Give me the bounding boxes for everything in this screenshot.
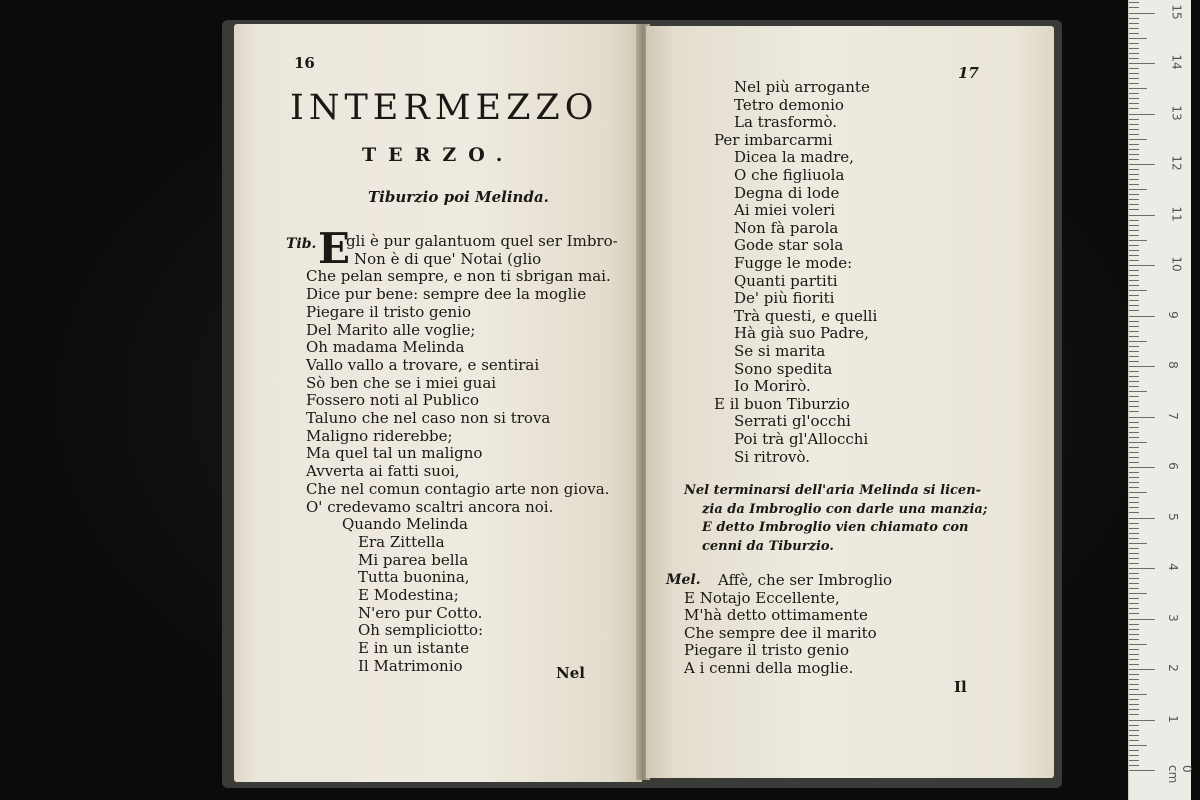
verse-line: Nel più arrogante	[734, 78, 870, 96]
verse-line: Che nel comun contagio arte non giova.	[306, 479, 610, 498]
ruler-number: 10	[1169, 256, 1184, 272]
ruler-tick	[1129, 523, 1139, 524]
verse-line: O' credevamo scaltri ancora noi.	[306, 497, 554, 516]
ruler-tick	[1129, 437, 1139, 438]
ruler-tick	[1129, 528, 1139, 529]
ruler-tick	[1129, 225, 1139, 226]
ruler-tick	[1129, 310, 1139, 311]
ruler-tick	[1129, 366, 1155, 367]
verse-line: De' più fioriti	[734, 289, 835, 308]
verse-line: Sò ben che se i miei guai	[306, 373, 497, 392]
ruler-tick	[1129, 674, 1139, 675]
ruler-tick	[1129, 730, 1139, 731]
ruler-tick	[1129, 699, 1139, 700]
verse-line: Serrati gl'occhi	[734, 412, 851, 431]
ruler-number: 6	[1165, 462, 1180, 470]
ruler-tick	[1129, 497, 1139, 498]
ruler-tick	[1129, 204, 1139, 205]
ruler-tick	[1129, 669, 1155, 670]
ruler-tick	[1129, 164, 1155, 165]
verse-line: N'ero pur Cotto.	[358, 603, 483, 622]
ruler-tick	[1129, 174, 1139, 175]
ruler-tick	[1129, 558, 1139, 559]
ruler-number: 9	[1165, 310, 1180, 319]
ruler-tick	[1129, 427, 1139, 428]
verse-line: E Modestina;	[358, 586, 459, 604]
ruler-tick	[1129, 654, 1139, 655]
ruler-tick	[1129, 417, 1155, 418]
ruler-tick	[1129, 684, 1139, 685]
ruler-number: 4	[1165, 563, 1180, 571]
ruler-tick	[1129, 406, 1139, 407]
ruler-tick	[1129, 48, 1139, 49]
page-number-right: 17	[958, 64, 979, 82]
ruler-number: 15	[1169, 3, 1184, 20]
verse-line: Maligno riderebbe;	[306, 426, 453, 445]
verse-line: Ma quel tal un maligno	[306, 444, 483, 463]
ruler-tick	[1129, 376, 1139, 377]
ruler-tick	[1129, 245, 1139, 246]
ruler-tick	[1129, 209, 1139, 210]
page-number-left: 16	[294, 54, 315, 72]
ruler-tick	[1129, 391, 1147, 392]
measurement-ruler	[1128, 0, 1194, 800]
ruler-tick	[1129, 411, 1139, 412]
ruler-tick	[1129, 634, 1139, 635]
ruler-tick	[1129, 760, 1139, 761]
ruler-tick	[1129, 714, 1139, 715]
verse-line: Il Matrimonio	[358, 656, 463, 675]
verse-line: Gode star sola	[734, 236, 844, 255]
ruler-number: 2	[1165, 664, 1180, 672]
ruler-tick	[1129, 23, 1139, 24]
verse-line: La trasformò.	[734, 113, 838, 132]
verse-line: Del Marito alle voglie;	[306, 320, 476, 339]
verse-line: Che pelan sempre, e non ti sbrigan mai.	[306, 267, 611, 286]
verse-line: Piegare il tristo genio	[306, 302, 471, 321]
verse-line: gli è pur galantuom quel ser Imbro-	[346, 232, 618, 250]
stage-direction-line: cenni da Tiburzio.	[702, 538, 834, 554]
ruler-tick	[1129, 63, 1155, 64]
ruler-tick	[1129, 745, 1147, 746]
ruler-tick	[1129, 477, 1139, 478]
ruler-tick	[1129, 765, 1139, 766]
verse-line: Dicea la madre,	[734, 148, 854, 167]
ruler-tick	[1129, 336, 1139, 337]
ruler-tick	[1129, 316, 1155, 317]
ruler-tick	[1129, 659, 1139, 660]
ruler-tick	[1129, 280, 1139, 281]
verse-line: Taluno che nel caso non si trova	[306, 409, 551, 427]
ruler-tick	[1129, 457, 1139, 458]
stage-direction-line: zia da Imbroglio con darle una manzia;	[702, 501, 988, 517]
ruler-tick	[1129, 588, 1139, 589]
verse-line: Piegare il tristo genio	[684, 641, 849, 660]
ruler-tick	[1129, 422, 1139, 423]
ruler-tick	[1129, 129, 1139, 130]
ruler-tick	[1129, 593, 1147, 594]
verse-line: Poi trà gl'Allocchi	[734, 430, 869, 448]
ruler-tick	[1129, 689, 1139, 690]
page-subtitle: TERZO.	[362, 144, 515, 166]
catchword-left: Nel	[556, 664, 585, 682]
ruler-number: 5	[1165, 512, 1180, 521]
ruler-tick	[1129, 230, 1139, 231]
ruler-tick	[1129, 250, 1139, 251]
ruler-tick	[1129, 33, 1139, 34]
ruler-tick	[1129, 598, 1139, 599]
ruler-tick	[1129, 78, 1139, 79]
ruler-tick	[1129, 285, 1139, 286]
verse-line: Affè, che ser Imbroglio	[718, 571, 893, 589]
ruler-number: 1	[1165, 714, 1180, 723]
ruler-number: 13	[1169, 104, 1184, 121]
verse-line: Degna di lode	[734, 183, 840, 202]
ruler-tick	[1129, 396, 1139, 397]
page-title: INTERMEZZO	[290, 88, 599, 128]
ruler-tick	[1129, 381, 1139, 382]
verse-line: Fossero noti al Publico	[306, 391, 480, 410]
stage-direction-line: Nel terminarsi dell'aria Melinda si licen-	[684, 483, 982, 498]
ruler-tick	[1129, 432, 1139, 433]
ruler-tick	[1129, 68, 1139, 69]
ruler-tick	[1129, 755, 1139, 756]
ruler-tick	[1129, 750, 1139, 751]
verse-line: E in un istante	[358, 639, 470, 658]
ruler-tick	[1129, 341, 1147, 342]
verse-line: Vallo vallo a trovare, e sentirai	[306, 355, 540, 374]
ruler-tick	[1129, 326, 1139, 327]
verse-line: Se si marita	[734, 342, 826, 360]
ruler-tick	[1129, 7, 1139, 8]
verse-line: A i cenni della moglie.	[684, 659, 854, 677]
ruler-tick	[1129, 189, 1147, 190]
ruler-tick	[1129, 578, 1139, 579]
ruler-tick	[1129, 255, 1139, 256]
ruler-tick	[1129, 507, 1139, 508]
ruler-tick	[1129, 371, 1139, 372]
ruler-tick	[1129, 88, 1147, 89]
ruler-tick	[1129, 159, 1139, 160]
speaker-label-tiburzio: Tib.	[286, 236, 317, 252]
ruler-tick	[1129, 603, 1139, 604]
ruler-tick	[1129, 134, 1139, 135]
ruler-number: 3	[1165, 613, 1180, 622]
ruler-tick	[1129, 482, 1139, 483]
verse-line: Tetro demonio	[734, 95, 844, 114]
verse-line: Quando Melinda	[342, 515, 468, 534]
ruler-tick	[1129, 240, 1147, 241]
right-page	[646, 26, 1054, 778]
ruler-tick	[1129, 543, 1147, 544]
ruler-tick	[1129, 679, 1139, 680]
verse-line: Mi parea bella	[358, 550, 469, 569]
ruler-tick	[1129, 300, 1139, 301]
ruler-tick	[1129, 275, 1139, 276]
verse-line: Trà questi, e quelli	[734, 306, 878, 325]
verse-line: M'hà detto ottimamente	[684, 606, 868, 625]
ruler-tick	[1129, 18, 1139, 19]
ruler-tick	[1129, 179, 1139, 180]
ruler-tick	[1129, 487, 1139, 488]
verse-line: Era Zittella	[358, 532, 445, 551]
verse-line: E il buon Tiburzio	[714, 394, 850, 413]
speaker-label-melinda: Mel.	[666, 572, 701, 588]
ruler-tick	[1129, 613, 1139, 614]
ruler-tick	[1129, 346, 1139, 347]
ruler-tick	[1129, 124, 1139, 125]
ruler-tick	[1129, 290, 1147, 291]
ruler-tick	[1129, 512, 1139, 513]
left-page	[234, 24, 642, 782]
ruler-tick	[1129, 114, 1155, 115]
ruler-tick	[1129, 548, 1139, 549]
ruler-tick	[1129, 235, 1139, 236]
ruler-tick	[1129, 386, 1139, 387]
ruler-tick	[1129, 43, 1139, 44]
ruler-tick	[1129, 770, 1155, 771]
ruler-tick	[1129, 169, 1139, 170]
ruler-tick	[1129, 447, 1139, 448]
ruler-tick	[1129, 361, 1139, 362]
ruler-tick	[1129, 608, 1139, 609]
ruler-tick	[1129, 492, 1147, 493]
verse-line: Non fà parola	[734, 218, 839, 237]
ruler-tick	[1129, 664, 1139, 665]
ruler-tick	[1129, 709, 1139, 710]
ruler-tick	[1129, 149, 1139, 150]
ruler-number: 7	[1165, 411, 1180, 420]
ruler-tick	[1129, 583, 1139, 584]
ruler-tick	[1129, 735, 1139, 736]
ruler-tick	[1129, 462, 1139, 463]
ruler-tick	[1129, 58, 1139, 59]
verse-line: Oh semplicіotto:	[358, 621, 484, 640]
ruler-number: 14	[1169, 54, 1184, 70]
ruler-tick	[1129, 573, 1139, 574]
ruler-number: 11	[1169, 205, 1184, 222]
scene-heading: Tiburzio poi Melinda.	[368, 188, 549, 206]
verse-line: Tutta buonina,	[358, 568, 470, 587]
ruler-tick	[1129, 740, 1139, 741]
ruler-tick	[1129, 533, 1139, 534]
ruler-tick	[1129, 568, 1155, 569]
ruler-tick	[1129, 194, 1139, 195]
ruler-tick	[1129, 38, 1147, 39]
ruler-tick	[1129, 220, 1139, 221]
verse-line: Dice pur bene: sempre dee la moglie	[306, 285, 587, 304]
verse-line: Avverta ai fatti suoi,	[306, 462, 460, 481]
verse-line: Sono spedita	[734, 359, 833, 378]
verse-line: Si ritrovò.	[734, 447, 811, 466]
ruler-number: 0 cm	[1166, 765, 1194, 784]
ruler-tick	[1129, 639, 1139, 640]
ruler-tick	[1129, 144, 1139, 145]
drop-cap: E	[318, 224, 351, 273]
ruler-tick	[1129, 265, 1155, 266]
ruler-tick	[1129, 356, 1139, 357]
ruler-tick	[1129, 472, 1139, 473]
ruler-tick	[1129, 401, 1139, 402]
ruler-tick	[1129, 442, 1147, 443]
ruler-tick	[1129, 139, 1147, 140]
verse-line: Non è di que' Notai (glio	[354, 249, 542, 268]
verse-line: Fugge le mode:	[734, 254, 853, 272]
verse-line: Oh madama Melinda	[306, 338, 465, 357]
ruler-number: 12	[1169, 155, 1184, 171]
ruler-tick	[1129, 538, 1139, 539]
ruler-tick	[1129, 331, 1139, 332]
ruler-tick	[1129, 154, 1139, 155]
verse-line: E Notajo Eccellente,	[684, 588, 840, 607]
verse-line: Che sempre dee il marito	[684, 623, 877, 642]
verse-line: Io Morirò.	[734, 377, 811, 396]
ruler-tick	[1129, 295, 1139, 296]
ruler-tick	[1129, 53, 1139, 54]
ruler-tick	[1129, 553, 1139, 554]
ruler-tick	[1129, 98, 1139, 99]
ruler-tick	[1129, 108, 1139, 109]
ruler-tick	[1129, 694, 1147, 695]
ruler-tick	[1129, 624, 1139, 625]
ruler-tick	[1129, 103, 1139, 104]
verse-line: O che figliuola	[734, 166, 845, 184]
ruler-tick	[1129, 184, 1139, 185]
ruler-tick	[1129, 199, 1139, 200]
ruler-tick	[1129, 563, 1139, 564]
ruler-tick	[1129, 518, 1155, 519]
stage-direction-line: E detto Imbroglio vien chiamato con	[702, 520, 969, 535]
ruler-tick	[1129, 73, 1139, 74]
ruler-tick	[1129, 260, 1139, 261]
ruler-tick	[1129, 502, 1139, 503]
ruler-tick	[1129, 629, 1139, 630]
ruler-tick	[1129, 467, 1155, 468]
ruler-tick	[1129, 720, 1155, 721]
ruler-tick	[1129, 704, 1139, 705]
ruler-tick	[1129, 351, 1139, 352]
ruler-tick	[1129, 270, 1139, 271]
ruler-tick	[1129, 83, 1139, 84]
ruler-tick	[1129, 215, 1155, 216]
ruler-tick	[1129, 305, 1139, 306]
ruler-tick	[1129, 725, 1139, 726]
ruler-tick	[1129, 649, 1139, 650]
ruler-tick	[1129, 321, 1139, 322]
ruler-tick	[1129, 619, 1155, 620]
ruler-tick	[1129, 93, 1139, 94]
ruler-tick	[1129, 28, 1139, 29]
ruler-tick	[1129, 119, 1139, 120]
verse-line: Hà già suo Padre,	[734, 324, 869, 343]
ruler-tick	[1129, 2, 1139, 3]
ruler-tick	[1129, 13, 1155, 14]
ruler-tick	[1129, 644, 1147, 645]
verse-line: Quanti partiti	[734, 271, 838, 290]
ruler-tick	[1129, 452, 1139, 453]
verse-line: Per imbarcarmi	[714, 130, 833, 149]
ruler-number: 8	[1165, 361, 1180, 369]
verse-line: Ai miei voleri	[734, 201, 836, 220]
catchword-right: Il	[954, 678, 967, 696]
